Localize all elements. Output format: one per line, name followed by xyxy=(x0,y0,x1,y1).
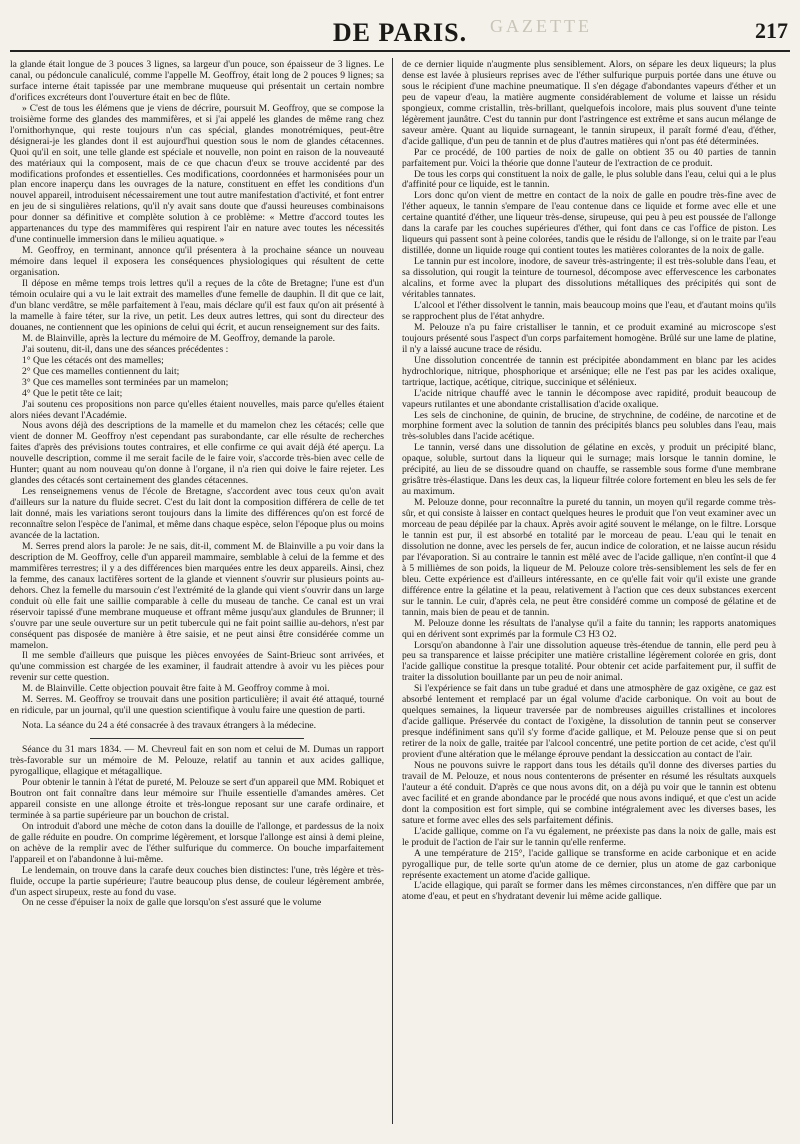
page-header xyxy=(10,16,790,52)
paragraph: M. Geoffroy, en terminant, annonce qu'il présentera à la prochaine séance un nouveau mémoire dans lequel il exposera les conséquences physiologiques qui résultent de cette organisation. xyxy=(10,245,384,279)
right-column xyxy=(402,60,776,1140)
paragraph: M. Pelouze donne, pour reconnaître la pureté du tannin, un moyen qu'il regarde comme très-sûr, et qui consiste à laisser en contact quelques heures le produit que l'on veut examiner avec un morceau de peau dépilée par la chaux. Après avoir agité souvent le mélange, on le filtre. Lorsque le tannin est pur, il est absorbé en totalité par le morceau de peau. L'eau qui le tenait en dissolution ne donne, avec les persels de fer, aucun indice de coloration, et ne laisse aucun résidu par l'évaporation. Si au contraire le tannin est mêlé avec de l'acide gallique, n'en contînt-il que 4 à 5 millièmes de son poids, la liqueur de M. Pelouze colore très-sensiblement les sels de fer en bleu. Cette expérience est d'ailleurs intéressante, en ce qu'elle fait voir qu'il existe une grande différence entre la gélatine et la peau, relativement à l'action que ces deux substances exercent sur le tannin. Le cuir, d'après cela, ne peut être considéré comme un composé de gélatine et de tannin, mais bien de peau et de tannin. xyxy=(402,497,776,618)
list-item: 3° Que ces mamelles sont terminées par un mamelon; xyxy=(22,376,229,388)
paragraph: » C'est de tous les élémens que je viens de décrire, poursuit M. Geoffroy, que se compose la troisième forme des glandes des mammifères, et si j'ai appelé les glandes de même rang chez l'ornithorhynque, qui reste toujours n'un cas spécial, glandes monotrémiques, peut-être désignerai-je les glandes dont il est aujourd'hui question sous le nom de glandes cétacennes. Quoi qu'il en soit, une telle glande est spéciale et nouvelle, non point en raison de la nouveauté des matériaux qui la composent, mais de ce que chacun d'eux se trouve accidenté par des modifications profondes et essentielles. Ces modifications, coordonnées et harmonisées pour un plan encore inaperçu dans les ouvrages de la nature, constituent en effet les conditions d'un nouvel appareil, introduisent nécessairement une tout autre manifestation d'activité, et font entrer en jeu de si singulières relations, qu'il n'y avait sans doute que d'aussi heureuses combinaisons pour donner sa définitive et complète solution à ce problème: « Mettre d'accord toutes les appartenances du type des mammifères qui respirent l'air en nature avec toutes les nécessités d'une continuelle immersion dans le milieu aquatique. » xyxy=(10,102,384,246)
paragraph: On ne cesse d'épuiser la noix de galle que lorsqu'on s'est assuré que le volume xyxy=(22,897,322,909)
paragraph: Les sels de cinchonine, de quinin, de brucine, de strychnine, de codéine, de narcotine et de morphine forment avec la solution de tannin des précipités blancs peu solubles dans l'eau, mais très-solubles dans l'acide acétique. xyxy=(402,409,776,443)
left-column xyxy=(10,60,384,1140)
paragraph: Pour obtenir le tannin à l'état de pureté, M. Pelouze se sert d'un appareil que MM. Robiquet et Boutron ont fait connaître dans leur mémoire sur l'huile essentielle d'amandes amères. Cet appareil consiste en une allonge étroite et très-longue reposant sur une carafe ordinaire, et terminée à sa partie supérieure par un bouchon de cristal. xyxy=(10,777,384,821)
paragraph: Par ce procédé, de 100 parties de noix de galle on obtient 35 ou 40 parties de tannin parfaitement pur. Voici la théorie que donne l'auteur de l'extraction de ce produit. xyxy=(402,146,776,169)
paragraph: Le lendemain, on trouve dans la carafe deux couches bien distinctes: l'une, très légère et très-fluide, occupe la partie supérieure; l'autre beaucoup plus dense, de couleur légèrement ambrée, d'un aspect sirupeux, reste au fond du vase. xyxy=(10,864,384,898)
list-item: 4° Que le petit tête ce lait; xyxy=(22,387,123,399)
list-item: 1° Que les cétacés ont des mamelles; xyxy=(22,354,164,366)
paragraph: M. Serres prend alors la parole: Je ne sais, dit-il, comment M. de Blainville a pu voir dans la description de M. Geoffroy, celle d'un appareil mammaire, semblable à celui de la femme et des mammifères terrestres; il y a des différences bien marquées entre les deux appareils. Ainsi, chez la femme, des canaux lactifères sortent de la glande et viennent s'ouvrir sur plusieurs points au-dehors. Chez la femelle du marsouin c'est l'extrémité de la glande qui vient s'ouvrir dans un large conduit où elle fait une saillie comparable à celle du museau de tanche. Ce canal est un vrai réservoir tapissé d'une membrane muqueuse et offrant même jusqu'aux glandules de Brunner; il s'ouvre par une seule ouverture sur un petit tubercule qui ne fait point saillie au-dehors, n'est par conséquent pas disposée de manière à être saisie, et ne peut ainsi être considérée comme un mamelon. xyxy=(10,540,384,651)
paragraph: A une température de 215°, l'acide gallique se transforme en acide carbonique et en acide pyrogallique pur, de telle sorte qu'un atome de ce dernier, plus un atome de gaz carbonique représente exactement un atome d'acide gallique. xyxy=(402,847,776,881)
column-rule xyxy=(392,58,393,1124)
paragraph: J'ai soutenu ces propositions non parce qu'elles étaient nouvelles, mais parce qu'elles étaient alors niées devant l'Académie. xyxy=(10,398,384,421)
list-item: 2° Que ces mamelles contiennent du lait; xyxy=(22,365,180,377)
paragraph: L'alcool et l'éther dissolvent le tannin, mais beaucoup moins que l'eau, et d'autant moins qu'ils se rapprochent plus de l'état anhydre. xyxy=(402,299,776,322)
paragraph: De tous les corps qui constituent la noix de galle, le plus soluble dans l'eau, celui qui a le plus d'affinité pour ce liquide, est le tannin. xyxy=(402,168,776,191)
running-head: DE PARIS. xyxy=(332,18,468,47)
paragraph: M. Pelouze donne les résultats de l'analyse qu'il a faite du tannin; les rapports anatomiques qui en dérivent sont exprimés par la formule C3 H3 O2. xyxy=(402,617,776,640)
session-heading-paragraph: Séance du 31 mars 1834. — M. Chevreul fait en son nom et celui de M. Dumas un rapport très-favorable sur un mémoire de M. Pelouze, relatif au tannin et aux acides gallique, pyrogallique, ellagique et métagallique. xyxy=(10,744,384,778)
paragraph: Si l'expérience se fait dans un tube gradué et dans une atmosphère de gaz oxigène, ce gaz est absorbé lentement et remplacé par un égal volume d'acide carbonique. On voit au bout de quelques semaines, la liqueur traversée par de nombreuses aiguilles cristallines et incolores d'acide gallique. Préservée du contact de l'oxigène, la dissolution de tannin peut se conserver presque indéfiniment sans qu'il s'y forme d'acide gallique, et M. Pelouze pense que si on peut retirer de la noix de galle, traitée par l'alcool concentré, une petite portion de cet acide, c'est qu'il provient d'une altération que le mélange éprouve pendant la dessiccation au contact de l'air. xyxy=(402,683,776,761)
paragraph: Lorsqu'on abandonne à l'air une dissolution aqueuse très-étendue de tannin, elle perd peu à peu sa transparence et laisse précipiter une matière cristalline légèrement colorée en gris, dont l'acide gallique constitue la presque totalité. Pour obtenir cet acide parfaitement pur, il suffit de traiter la dissolution bouillante par un peu de noir animal. xyxy=(402,639,776,684)
paragraph: M. de Blainville, après la lecture du mémoire de M. Geoffroy, demande la parole. xyxy=(22,332,336,344)
paragraph: M. Pelouze n'a pu faire cristalliser le tannin, et ce produit examiné au microscope s'est toujours présenté sous l'aspect d'un corps parfaitement homogène. Brûlé sur une lame de platine, il n'y a laissé aucune trace de résidu. xyxy=(402,321,776,355)
paragraph: Il dépose en même temps trois lettres qu'il a reçues de la côte de Bretagne; l'une est d'un témoin oculaire qui a vu le lait extrait des mamelles d'une femelle de dauphin. Il dit que ce lait, d'un blanc verdâtre, se mêle parfaitement à l'eau, mais déclare qu'il est faux qu'on ait présenté à la mamelle à faire téter, sur la rive, un petit. Les deux autres lettres, qui sont du directeur des douanes, ne contiennent que les opinions de celui qui écrit, et aucun renseignement sur des faits. xyxy=(10,278,384,333)
paragraph: de ce dernier liquide n'augmente plus sensiblement. Alors, on sépare les deux liqueurs; la plus dense est lavée à plusieurs reprises avec de l'éther sulfurique purpuis portée dans une étuve ou sous le récipient d'une machine pneumatique. Il s'en dégage d'abondantes vapeurs d'éther et un peu de vapeur d'eau, la matière augmente considérablement de volume et laisse un résidu spongieux, comme cristallin, très-brillant, quelquefois incolore, mais plus souvent d'une teinte légèrement jaunâtre. C'est du tannin pur dont l'astringence est extrême et sans aucun mélange de saveur amère. Quant au liquide surnageant, le tannin sirupeux, il paraît formé d'eau, d'éther, d'acide gallique, d'un peu de tannin et de plus d'autres matières qui n'ont pas été déterminées. xyxy=(402,60,776,147)
paragraph: Une dissolution concentrée de tannin est précipitée abondamment en blanc par les acides hydrochlorique, nitrique, phosphorique et arsénique; elle ne l'est pas par les acides oxalique, tartrique, lactique, acétique, citrique, succinique et sélénieux. xyxy=(402,354,776,388)
page-number: 217 xyxy=(755,18,788,43)
section-divider xyxy=(90,738,304,739)
paragraph: J'ai soutenu, dit-il, dans une des séances précédentes : xyxy=(22,343,229,355)
paragraph: Le tannin pur est incolore, inodore, de saveur très-astringente; il est très-soluble dans l'eau, et sa dissolution, qui rougit la teinture de tournesol, décompose avec effervescence les carbonates alcalins, et forme avec la plupart des dissolutions métalliques des précipités qui sont de véritables tannates. xyxy=(402,256,776,301)
paragraph: M. Serres. M. Geoffroy se trouvait dans une position particulière; il avait été attaqué, tourné en ridicule, par un journal, qu'il une question scientifique à voulu faire une question de parti. xyxy=(10,694,384,717)
paragraph: L'acide ellagique, qui paraît se former dans les mêmes circonstances, n'en diffère que par un atome d'eau, et peut en s'hydratant devenir lui même acide gallique. xyxy=(402,880,776,903)
paragraph: Lors donc qu'on vient de mettre en contact de la noix de galle en poudre très-fine avec de l'éther aqueux, le tannin s'empare de l'eau contenue dans ce liquide et forme avec elle et une certaine quantité d'éther, une liqueur très-dense, sirupeuse, qui peu à peu est poussée de l'allonge dans la carafe par les couches supérieures d'éther, qui font dans ce cas l'office de piston. Les liqueurs qui passent sont à peine colorées, tandis que le résidu de l'allonge, si on le traite par l'eau distillée, donne un liquide rouge qui contient toutes les matières colorantes de la noix de galle. xyxy=(402,190,776,257)
paragraph: Nous avons déjà des descriptions de la mamelle et du mamelon chez les cétacés; celle que vient de donner M. Geoffroy n'est cependant pas surabondante, car elle résulte de recherches faites d'après des prévisions toutes contraires, et elle confirme ce qui avait déjà été aperçu. La nouvelle description, comme il me serait facile de le faire voir, s'accorde très-bien avec celle de Hunter; quant au nom nouveau qu'on donne à l'organe, il n'a rien qui doive le faire rejeter. Les glandes des cétacés sont certainement des glandes cétacennes. xyxy=(10,420,384,487)
ghost-masthead: GAZETTE xyxy=(490,16,592,36)
paragraph: Il me semble d'ailleurs que puisque les pièces envoyées de Saint-Brieuc sont arrivées, et qu'une commission est chargée de les examiner, il faudrait attendre à avoir vu les pièces pour revenir sur cette question. xyxy=(10,650,384,684)
paragraph: On introduit d'abord une mèche de coton dans la douille de l'allonge, et pardessus de la noix de galle réduite en poudre. On comprime légèrement, et lorsque l'allonge est ainsi à demi pleine, on achève de la remplir avec de l'éther sulfurique du commerce. On bouche imparfaitement l'appareil et on l'abandonne à lui-même. xyxy=(10,820,384,865)
note-paragraph: Nota. La séance du 24 a été consacrée à des travaux étrangers à la médecine. xyxy=(22,720,317,732)
paragraph: Nous ne pouvons suivre le rapport dans tous les détails qu'il donne des diverses parties du travail de M. Pelouze, et nous nous contenterons de présenter en résumé les résultats auxquels l'auteur a été conduit. D'après ce que nous avons dit, on a déjà pu voir que le tannin est obtenu avec facilité et en grande abondance par le procédé que nous avons indiqué, et que c'est un acide dont la composition est fort simple, qui se combine intégralement avec les diverses bases, les sature et forme avec elles des sels parfaitement définis. xyxy=(402,760,776,826)
paragraph: M. de Blainville. Cette objection pouvait être faite à M. Geoffroy comme à moi. xyxy=(22,683,330,695)
paragraph: L'acide gallique, comme on l'a vu également, ne préexiste pas dans la noix de galle, mais est le produit de l'action de l'air sur le tannin qu'elle renferme. xyxy=(402,825,776,848)
paragraph: L'acide nitrique chauffé avec le tannin le décompose avec rapidité, produit beaucoup de vapeurs rutilantes et une abondante cristallisation d'acide oxalique. xyxy=(402,387,776,410)
paragraph: Le tannin, versé dans une dissolution de gélatine en excès, y produit un précipité blanc, opaque, soluble, surtout dans la liqueur qui le surnage; mais lorsque le tannin domine, le précipité, au lieu de se dissoudre quand on chauffe, se rassemble sous forme d'une membrane grisâtre très-élastique. Dans les deux cas, la liqueur filtrée colore fortement en bleu les sels de fer au maximum. xyxy=(402,442,776,498)
paragraph: Les renseignemens venus de l'école de Bretagne, s'accordent avec tous ceux qu'on avait d'ailleurs sur la nature du fluide secret. C'est du lait dont la composition différera de celle de tet lait donné, mais les variations seront toujours dans la limite des différences qu'on est forcé de reconnaître selon l'espèce de l'animal, et même dans chaque espèce, selon l'époque plus ou moins avancée de la lactation. xyxy=(10,486,384,541)
paragraph: la glande était longue de 3 pouces 3 lignes, sa largeur d'un pouce, son épaisseur de 3 lignes. Le canal, ou pédoncule canaliculé, comme l'appelle M. Geoffroy, était long de 2 pouces 9 lignes; sa surface interne était tapissée par une membrane muqueuse qui présentait un certain nombre d'orifices excréteurs dont l'ouverture était en bec de flûte. xyxy=(10,60,384,103)
